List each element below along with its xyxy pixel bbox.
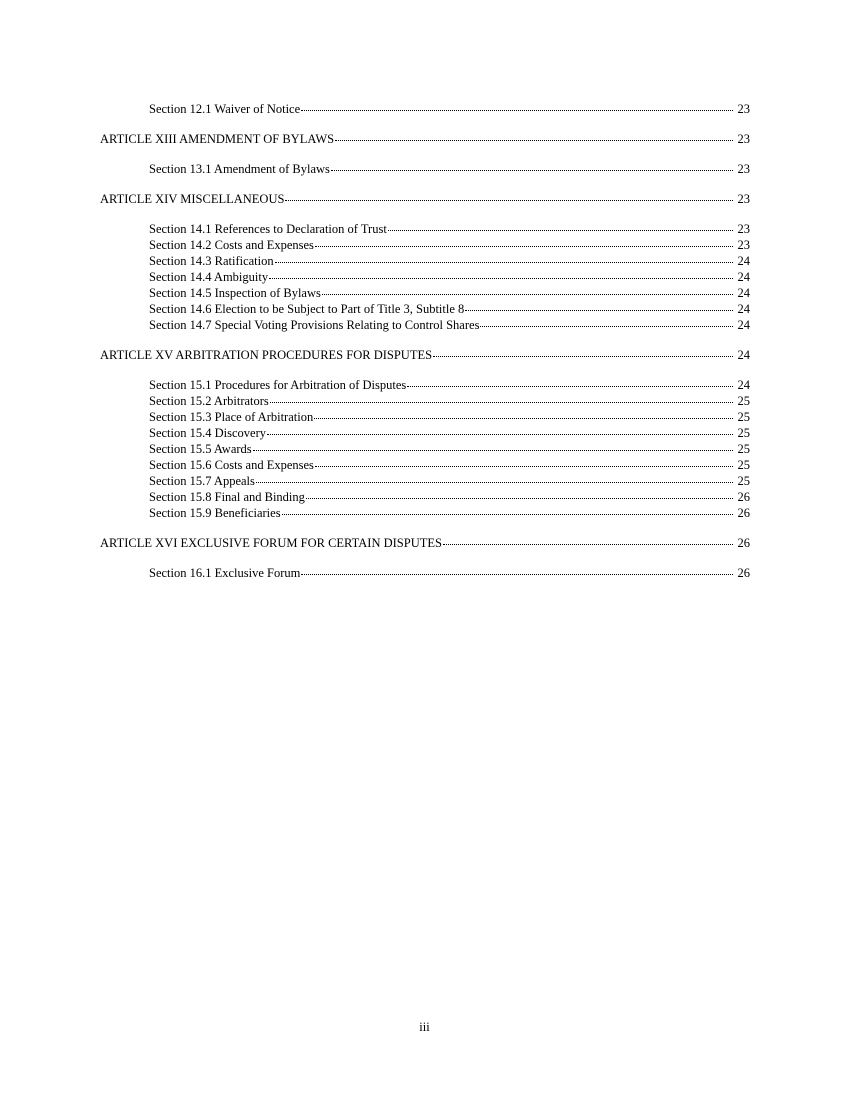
dot-leader: [306, 498, 733, 499]
toc-entry-page: 25: [737, 394, 750, 408]
dot-leader: [335, 140, 733, 141]
dot-leader: [275, 262, 733, 263]
dot-leader: [267, 434, 733, 435]
section-group: [100, 377, 750, 521]
dot-leader: [285, 200, 733, 201]
toc-entry-label: Section 15.9 Beneficiaries: [149, 506, 281, 520]
toc-article-entry[interactable]: [100, 347, 750, 363]
toc-section-entry[interactable]: [100, 317, 750, 333]
toc-entry-page: 26: [737, 566, 750, 580]
toc-section-entry[interactable]: [100, 161, 750, 177]
toc-section-entry[interactable]: [100, 457, 750, 473]
dot-leader: [480, 326, 733, 327]
toc-entry-label: Section 14.5 Inspection of Bylaws: [149, 286, 321, 300]
dot-leader: [282, 514, 733, 515]
toc-entry-page: 25: [737, 458, 750, 472]
toc-entry-page: 24: [737, 348, 750, 362]
toc-entry-label: Section 15.6 Costs and Expenses: [149, 458, 314, 472]
toc-entry-page: 26: [737, 490, 750, 504]
toc-entry-label: Section 14.1 References to Declaration of Trust: [149, 222, 387, 236]
toc-entry-label: Section 16.1 Exclusive Forum: [149, 566, 301, 580]
toc-entry-label: Section 15.3 Place of Arbitration: [149, 410, 314, 424]
toc-section-entry[interactable]: [100, 393, 750, 409]
dot-leader: [270, 402, 733, 403]
dot-leader: [315, 246, 733, 247]
toc-section-entry[interactable]: [100, 425, 750, 441]
toc-entry-label: Section 15.4 Discovery: [149, 426, 266, 440]
dot-leader: [256, 482, 733, 483]
toc-section-entry[interactable]: [100, 377, 750, 393]
toc-entry-label: Section 14.6 Election to be Subject to Part of Title 3, Subtitle 8: [149, 302, 465, 316]
toc-section-entry[interactable]: [100, 101, 750, 117]
toc-entry-page: 26: [737, 506, 750, 520]
toc-entry-page: 23: [737, 238, 750, 252]
toc-entry-page: 24: [737, 286, 750, 300]
toc-section-entry[interactable]: [100, 221, 750, 237]
dot-leader: [253, 450, 733, 451]
section-group: [100, 161, 750, 177]
toc-entry-page: 23: [737, 222, 750, 236]
toc-article-entry[interactable]: [100, 131, 750, 147]
section-group: [100, 101, 750, 117]
dot-leader: [315, 466, 733, 467]
toc-entry-label: ARTICLE XV ARBITRATION PROCEDURES FOR DISPUTES: [100, 348, 433, 362]
toc-entry-label: Section 15.5 Awards: [149, 442, 252, 456]
toc-entry-page: 24: [737, 270, 750, 284]
toc-entry-page: 25: [737, 426, 750, 440]
toc-section-entry[interactable]: [100, 505, 750, 521]
dot-leader: [443, 544, 733, 545]
toc-entry-label: ARTICLE XIV MISCELLANEOUS: [100, 192, 285, 206]
dot-leader: [322, 294, 733, 295]
toc-section-entry[interactable]: [100, 285, 750, 301]
toc-entry-label: Section 15.8 Final and Binding: [149, 490, 305, 504]
toc-entry-label: Section 13.1 Amendment of Bylaws: [149, 162, 330, 176]
toc-entry-label: Section 14.3 Ratification: [149, 254, 274, 268]
toc-entry-page: 25: [737, 410, 750, 424]
dot-leader: [407, 386, 733, 387]
section-group: [100, 565, 750, 581]
dot-leader: [269, 278, 733, 279]
toc-entry-page: 23: [737, 192, 750, 206]
toc-entry-page: 25: [737, 442, 750, 456]
toc-article-entry[interactable]: [100, 191, 750, 207]
dot-leader: [465, 310, 733, 311]
toc-entry-page: 24: [737, 254, 750, 268]
page-number: iii: [419, 1020, 430, 1034]
dot-leader: [388, 230, 733, 231]
toc-entry-page: 26: [737, 536, 750, 550]
toc-entry-label: Section 15.1 Procedures for Arbitration of Disputes: [149, 378, 407, 392]
toc-entry-page: 25: [737, 474, 750, 488]
toc-entry-label: Section 14.4 Ambiguity: [149, 270, 269, 284]
toc-entry-page: 24: [737, 302, 750, 316]
toc-section-entry[interactable]: [100, 441, 750, 457]
toc-entry-label: Section 14.2 Costs and Expenses: [149, 238, 314, 252]
toc-section-entry[interactable]: [100, 237, 750, 253]
toc-section-entry[interactable]: [100, 253, 750, 269]
toc-section-entry[interactable]: [100, 409, 750, 425]
toc-section-entry[interactable]: [100, 473, 750, 489]
section-group: [100, 221, 750, 333]
toc-entry-label: Section 12.1 Waiver of Notice: [149, 102, 301, 116]
toc-entry-label: ARTICLE XVI EXCLUSIVE FORUM FOR CERTAIN DISPUTES: [100, 536, 442, 550]
dot-leader: [301, 574, 733, 575]
dot-leader: [433, 356, 733, 357]
table-of-contents: [100, 101, 750, 581]
toc-entry-label: ARTICLE XIII AMENDMENT OF BYLAWS: [100, 132, 335, 146]
toc-entry-page: 24: [737, 378, 750, 392]
toc-section-entry[interactable]: [100, 565, 750, 581]
toc-section-entry[interactable]: [100, 301, 750, 317]
toc-entry-page: 23: [737, 132, 750, 146]
toc-section-entry[interactable]: [100, 269, 750, 285]
toc-entry-label: Section 14.7 Special Voting Provisions Relating to Control Shares: [149, 318, 480, 332]
dot-leader: [331, 170, 733, 171]
toc-entry-label: Section 15.7 Appeals: [149, 474, 255, 488]
toc-entry-label: Section 15.2 Arbitrators: [149, 394, 269, 408]
dot-leader: [314, 418, 733, 419]
dot-leader: [301, 110, 733, 111]
toc-entry-page: 23: [737, 102, 750, 116]
toc-entry-page: 24: [737, 318, 750, 332]
toc-section-entry[interactable]: [100, 489, 750, 505]
toc-article-entry[interactable]: [100, 535, 750, 551]
toc-entry-page: 23: [737, 162, 750, 176]
